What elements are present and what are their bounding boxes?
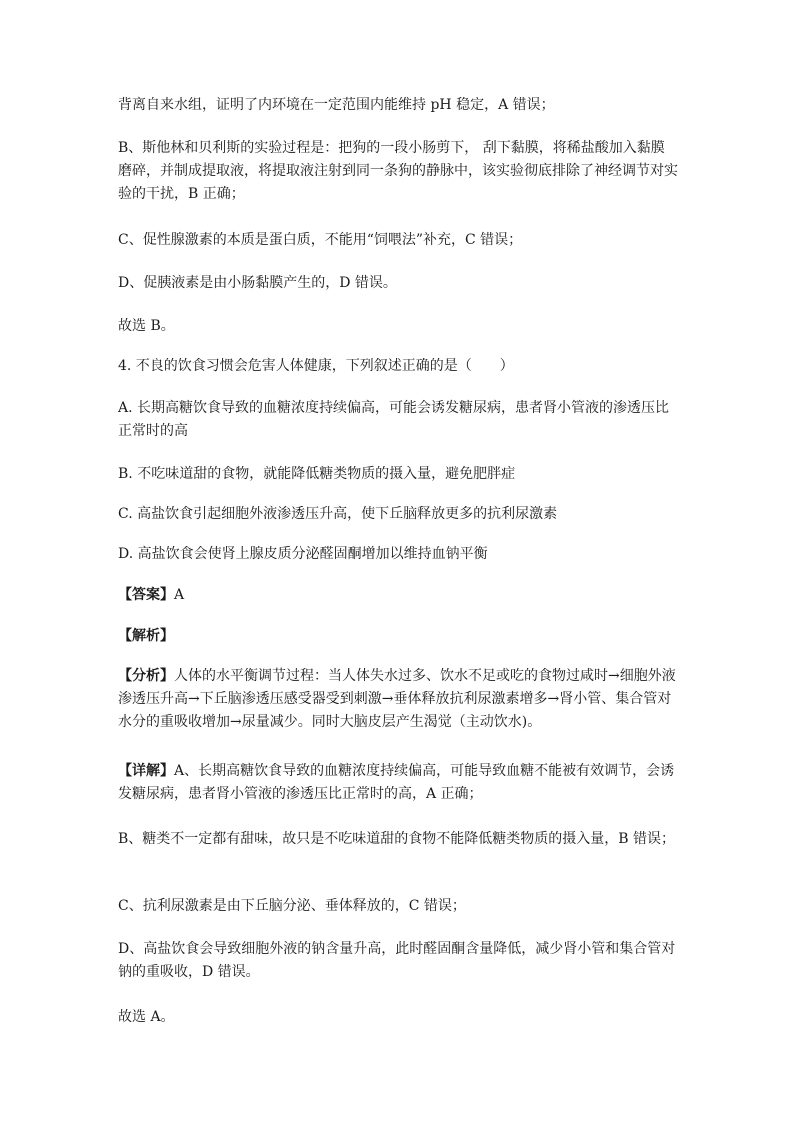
detail-c: C、抗利尿激素是由下丘脑分泌、垂体释放的，C 错误； [118, 898, 466, 914]
explanation-a-tail: 背离自来水组，证明了内环境在一定范围内能维持 pH 稳定，A 错误； [118, 97, 555, 113]
detail-b: B、糖类不一定都有甜味，故只是不吃味道甜的食物不能降低糖类物质的摄入量，B 错误； [118, 831, 676, 847]
conclusion-prev: 故选 B。 [118, 318, 175, 334]
option-b: B. 不吃味道甜的食物，就能降低糖类物质的摄入量，避免肥胖症 [118, 466, 516, 482]
explanation-c: C、促性腺激素的本质是蛋白质，不能用“饲喂法”补充，C 错误； [118, 232, 523, 248]
question-stem: 4. 不良的饮食习惯会危害人体健康，下列叙述正确的是（ ） [118, 358, 514, 374]
detail-a-text: A、长期高糖饮食导致的血糖浓度持续偏高，可能导致血糖不能被有效调节，会诱发糖尿病，患者肾小管液的渗透压比正常时的高，A 正确； [118, 763, 675, 802]
option-a: A. 长期高糖饮食导致的血糖浓度持续偏高，可能会诱发糖尿病，患者肾小管液的渗透压比正常时的高 [118, 400, 670, 439]
fenxi-paragraph [118, 665, 678, 734]
answer-tag: 【答案】 [118, 587, 174, 603]
explanation-b: B、斯他林和贝利斯的实验过程是：把狗的一段小肠剪下， 刮下黏膜，将稀盐酸加入黏膜磨碎，并制成提取液，将提取液注射到同一条狗的静脉中，该实验彻底排除了神经调节对实验的干扰，B 正确； [118, 140, 678, 202]
explanation-d: D、促胰液素是由小肠黏膜产生的，D 错误。 [118, 275, 397, 291]
detail-d: D、高盐饮食会导致细胞外液的钠含量升高，此时醛固酮含量降低，减少肾小管和集合管对钠的重吸收，D 错误。 [118, 941, 676, 980]
option-d: D. 高盐饮食会使肾上腺皮质分泌醛固酮增加以维持血钠平衡 [118, 546, 488, 562]
fenxi-text: 人体的水平衡调节过程：当人体失水过多、饮水不足或吃的食物过咸时→细胞外液渗透压升高→下丘脑渗透压感受器受到刺激→垂体释放抗利尿激素增多→肾小管、集合管对水分的重吸收增加→尿量减少。同时大脑皮层产生渴觉（主动饮水)。 [118, 668, 676, 730]
answer-value: A [174, 587, 185, 603]
detail-conclusion: 故选 A。 [118, 1009, 175, 1025]
fenxi-tag: 【分析】 [118, 668, 174, 684]
option-c: C. 高盐饮食引起细胞外液渗透压升高，使下丘脑释放更多的抗利尿激素 [118, 506, 558, 522]
detail-a [118, 760, 678, 806]
answer-line [118, 584, 678, 607]
detail-tag: 【详解】 [118, 763, 174, 779]
analysis-heading [118, 625, 678, 648]
analysis-tag: 【解析】 [118, 628, 174, 644]
